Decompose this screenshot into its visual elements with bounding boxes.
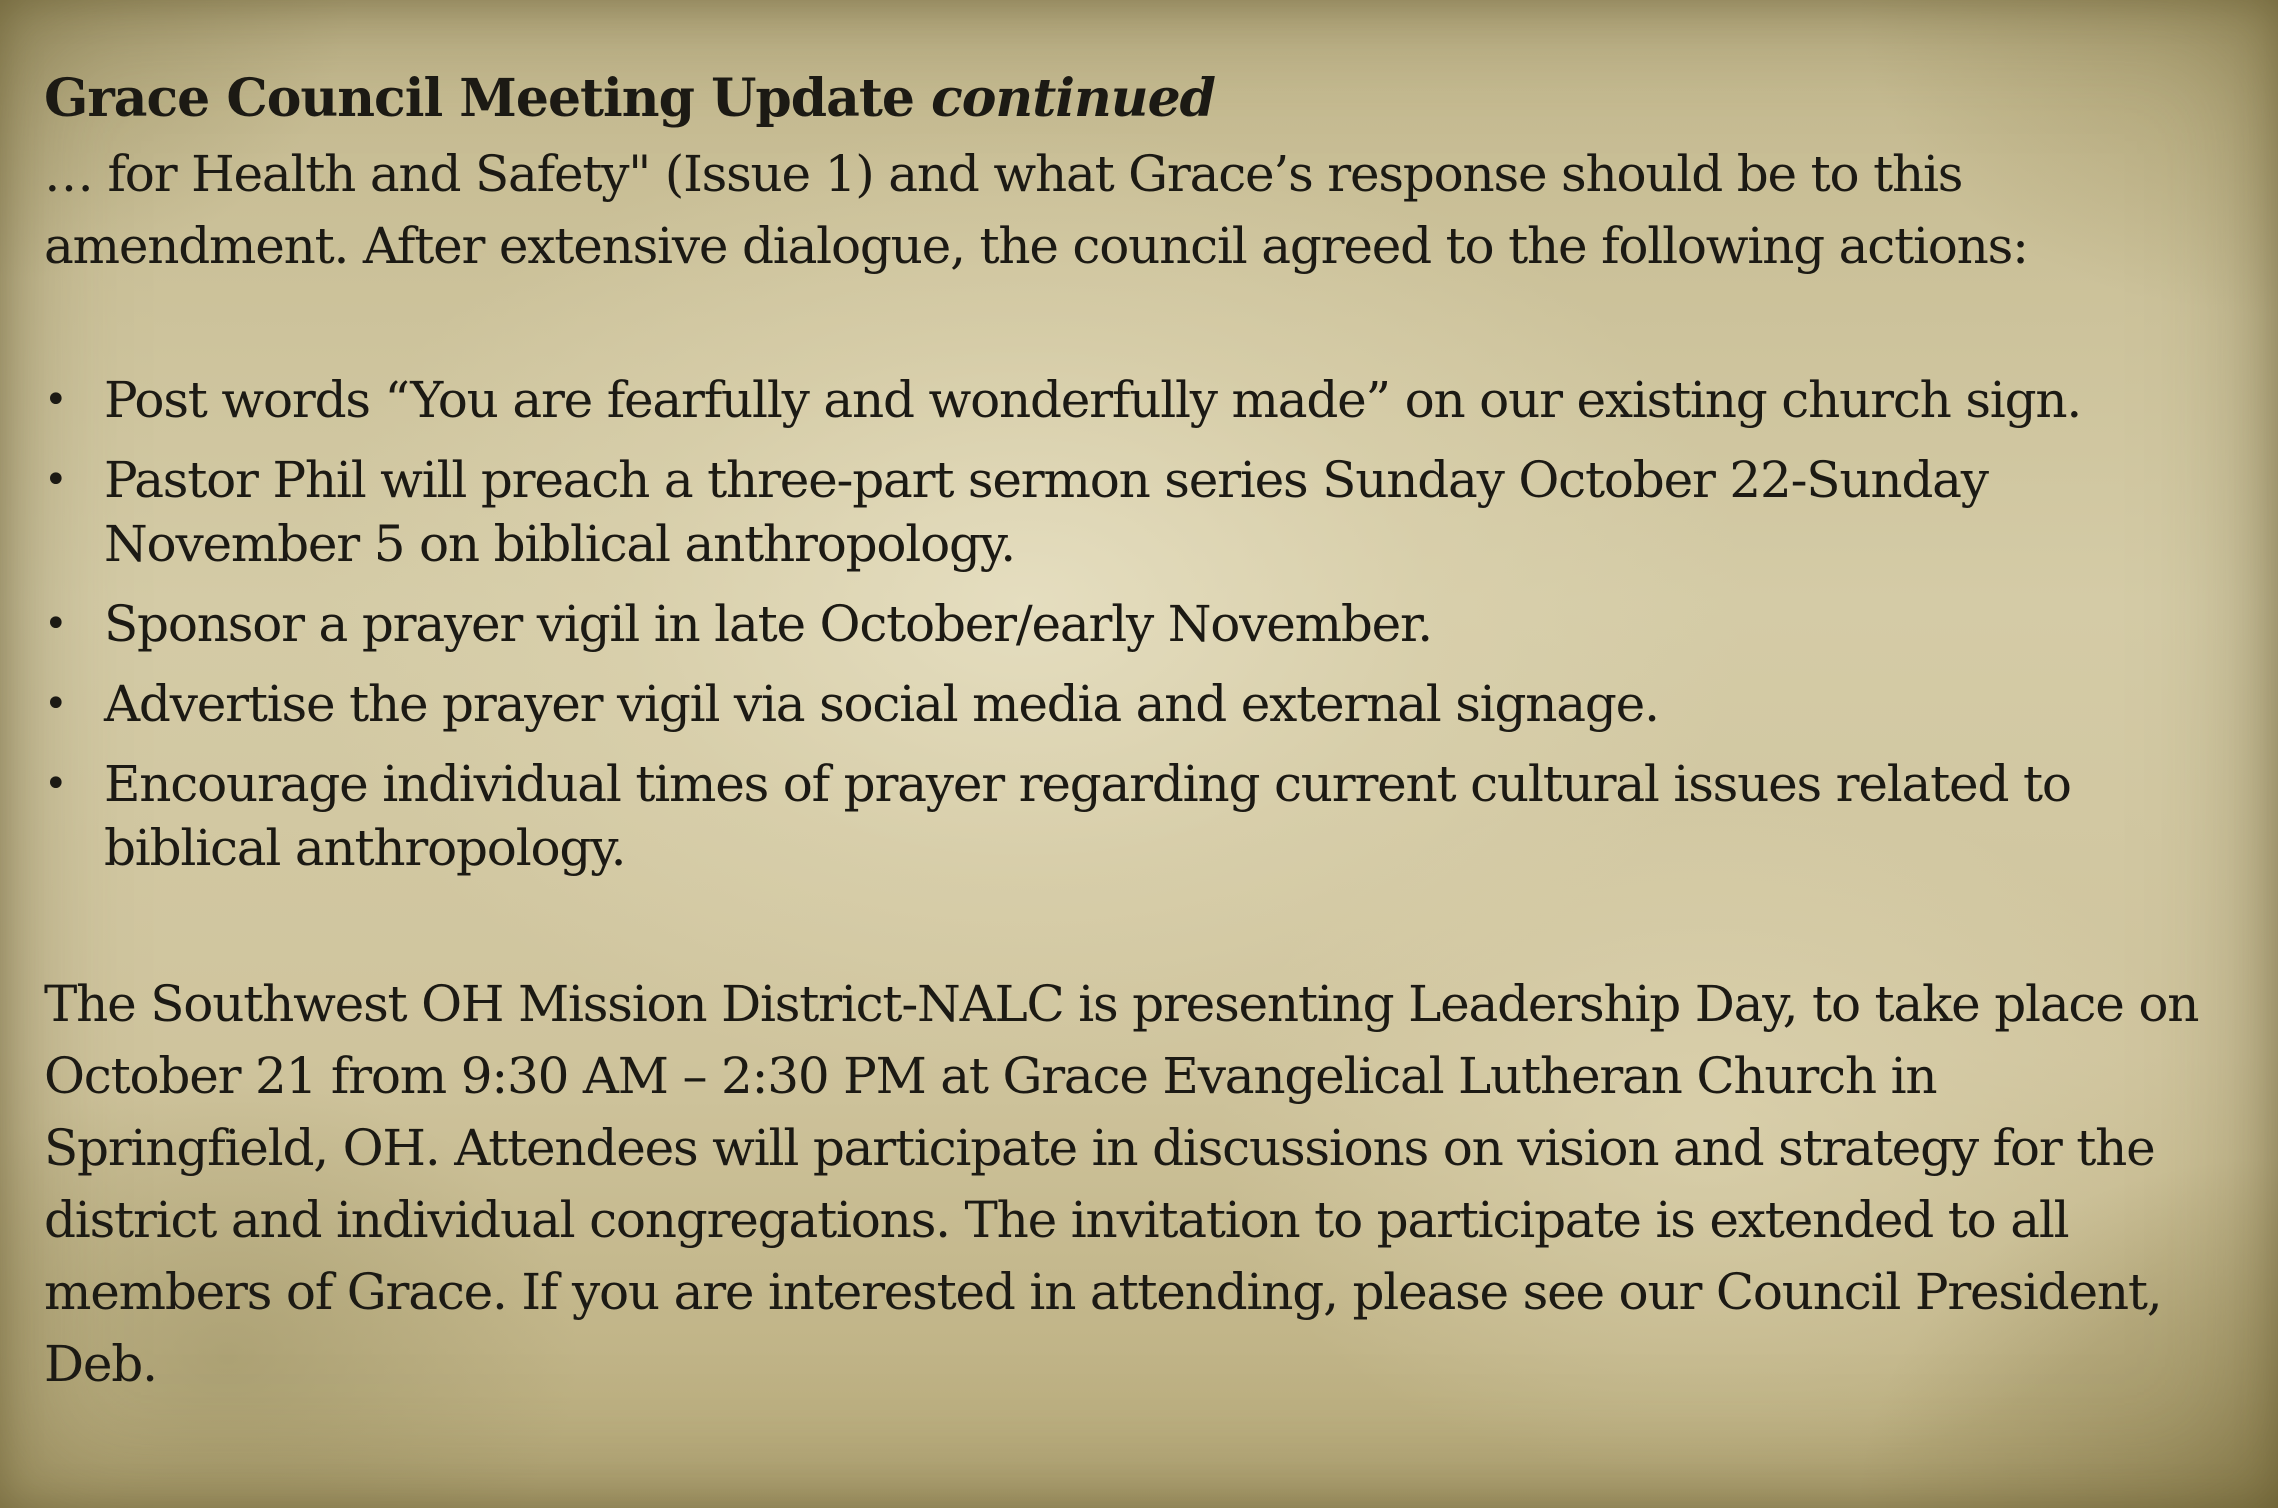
bullet-icon: • <box>44 457 67 503</box>
action-item <box>44 672 2234 736</box>
title-main: Grace Council Meeting Update <box>44 68 914 129</box>
action-text: Sponsor a prayer vigil in late October/early November. <box>104 595 1432 653</box>
action-text: Post words “You are fearfully and wonderfully made” on our existing church sign. <box>104 371 2082 429</box>
bullet-icon: • <box>44 681 67 727</box>
bullet-icon: • <box>44 601 67 647</box>
intro-paragraph: … for Health and Safety" (Issue 1) and what Grace’s response should be to this amendment. After extensive dialogue, the council agreed to the following actions: <box>44 145 2028 275</box>
action-item <box>44 368 2234 432</box>
action-text: Encourage individual times of prayer regarding current cultural issues related to biblical anthropology. <box>104 755 2071 877</box>
bullet-icon: • <box>44 761 67 807</box>
action-item <box>44 448 2234 576</box>
action-item <box>44 592 2234 656</box>
action-item <box>44 752 2234 880</box>
action-list <box>44 368 2234 880</box>
page-title <box>44 60 2234 138</box>
bullet-icon: • <box>44 377 67 423</box>
title-continued: continued <box>931 68 1216 129</box>
newsletter-page <box>44 60 2234 1400</box>
action-text: Advertise the prayer vigil via social media and external signage. <box>104 675 1659 733</box>
closing-paragraph: The Southwest OH Mission District-NALC is presenting Leadership Day, to take place on October 21 from 9:30 AM – 2:30 PM at Grace Evangelical Lutheran Church in Springfield, OH. Attendees will participate in discussions on vision and strategy for the district and individual congregations. The invitation to participate is extended to all members of Grace. If you are interested in attending, please see our Council President, Deb. <box>44 975 2199 1393</box>
action-text: Pastor Phil will preach a three-part sermon series Sunday October 22-Sunday November 5 on biblical anthropology. <box>104 451 1988 573</box>
